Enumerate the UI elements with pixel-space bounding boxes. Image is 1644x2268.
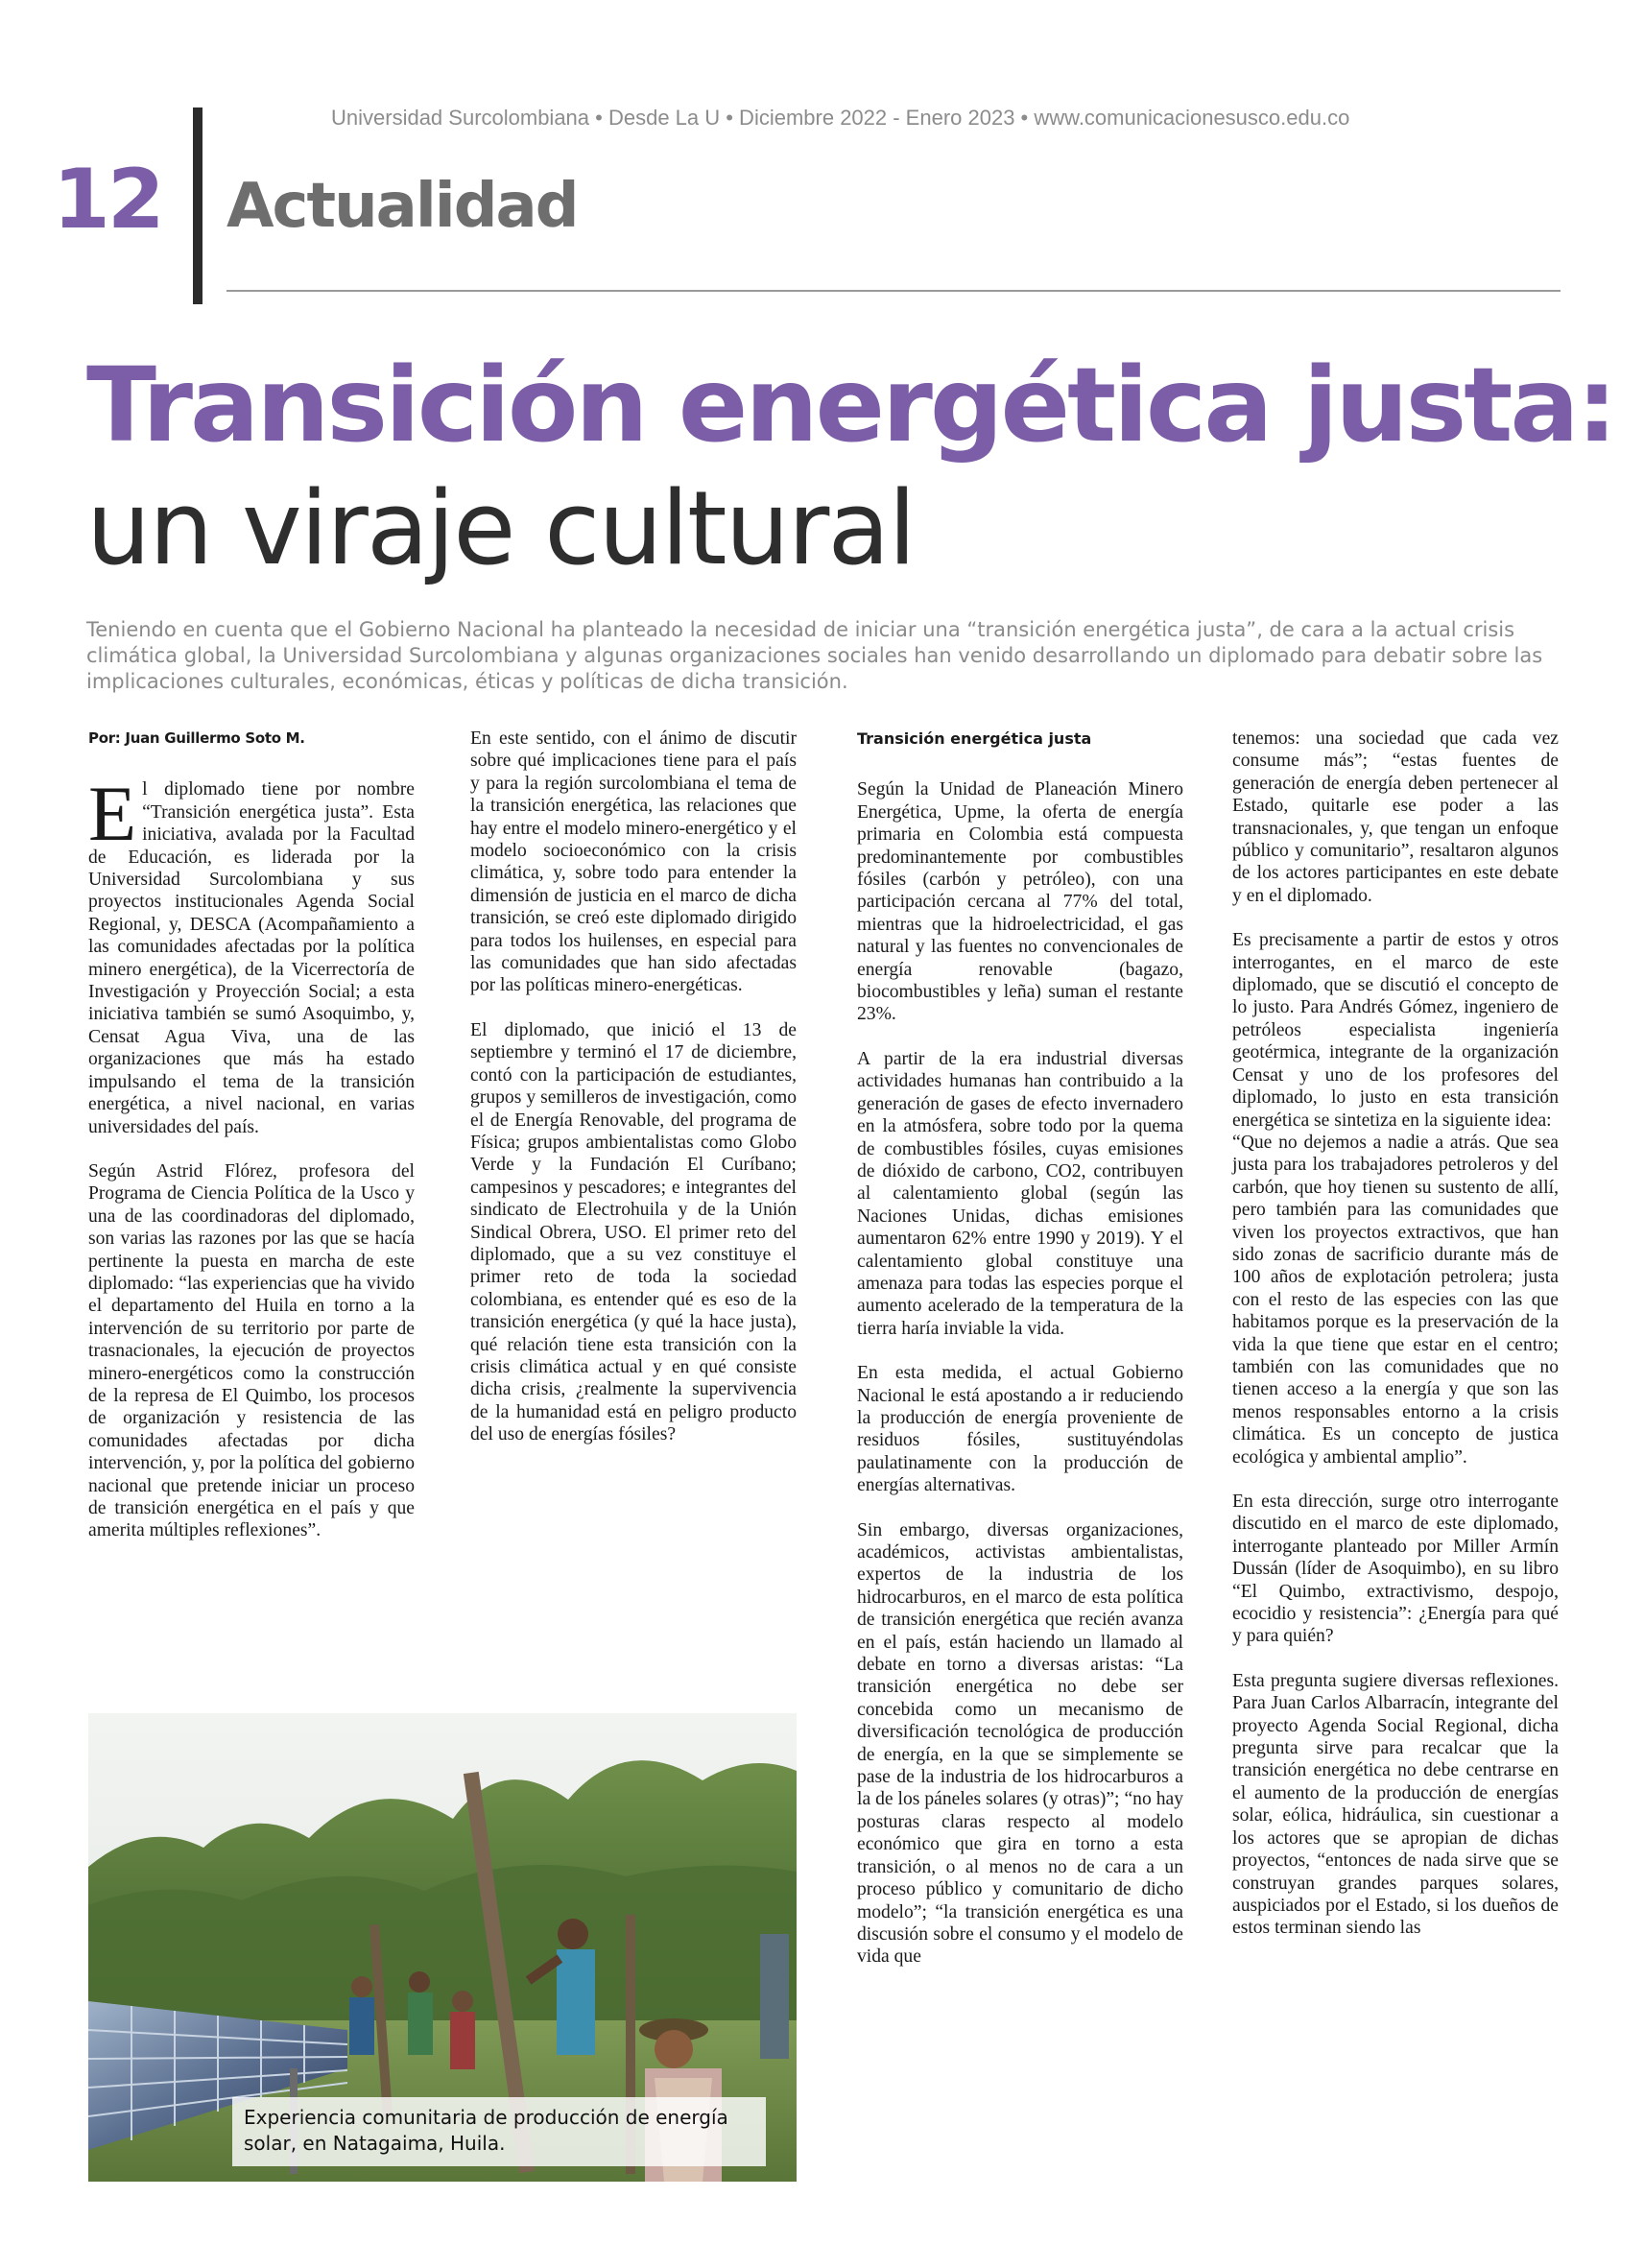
paragraph: Sin embargo, diversas organizaciones, académicos, activistas ambientalistas, expertos de la industria de los hidrocarburos, en el marco de esta política de transición energética que recién avanza en el país, están haciendo un llamado al debate en torno a diversas aristas: “La transición energética no debe ser concebida como un mecanismo de diversificación tecnológica de producción de energía, en la que se simplemente se pase de la industria de los hidrocarburos a la de los páneles solares (y otras)”; “no hay posturas claras respecto al modelo económico que gira en torno a esta transición, o al menos no de cara a un proceso público y comunitario de dicho modelo”; “la transición energética es una discusión sobre el consumo y el modelo de vida que [857,1519,1183,1968]
column-2 [470,728,797,1468]
paragraph: A partir de la era industrial diversas actividades humanas han contribuido a la generación de gases de efecto invernadero en la atmósfera, sobre todo por la quema de combustibles fósiles, cuyas emisiones de dióxido de carbono, CO2, contribuyen al calentamiento global (según las Naciones Unidas, dichas emisiones aumentaron 62% entre 1990 y 2019). Y el calentamiento global constituye una amenaza para todas las especies porque el aumento acelerado de la temperatura de la tierra haría inviable la vida. [857,1048,1183,1339]
paragraph [88,770,415,1138]
paragraph: En esta medida, el actual Gobierno Nacional le está apostando a ir reduciendo la producción de energía proveniente de residuos fósiles, sustituyéndolas paulatinamente con la producción de energías alternativas. [857,1363,1183,1496]
vertical-divider [193,107,203,304]
subheading: Transición energética justa [857,729,1092,748]
column-1 [88,728,415,1564]
column-4 [1232,728,1559,1962]
paragraph: Esta pregunta sugiere diversas reflexiones. Para Juan Carlos Albarracín, integrante del proyecto Agenda Social Regional, dicha pregunta sirve para recalcar que la transición energética no debe centrarse en el aumento de la producción de energías solar, eólica, hidráulica, sin cuestionar a los actores que se apropian de dichas proyectos, “entonces de nada sirve que se construyan grandes parques solares, auspiciados por el Estado, si los dueños de estos terminan siendo las [1232,1670,1559,1939]
photo-caption: Experiencia comunitaria de producción de energía solar, en Natagaima, Huila. [232,2097,766,2166]
drop-cap: E [88,770,137,858]
paragraph: En esta dirección, surge otro interrogante discutido en el marco de este diplomado, interrogante planteado por Miller Armín Dussán (líder de Asoquimbo), en su libro “El Quimbo, extractivismo, despojo, ecocidio y resistencia”: ¿Energía para qué y para quién? [1232,1492,1559,1647]
byline: Por: Juan Guillermo Soto M. [88,729,305,747]
horizontal-divider [226,290,1561,292]
article-title: Transición energética justa: [86,346,1615,466]
running-header: Universidad Surcolombiana • Desde La U • Diciembre 2022 - Enero 2023 • www.comunicacionesusco.edu.co [331,106,1350,130]
column-3 [857,728,1183,1991]
paragraph: Según Astrid Flórez, profesora del Programa de Ciencia Política de la Usco y una de las coordinadoras del diplomado, son varias las razones por las que se hacía pertinente la puesta en marcha de este diplomado: “las experiencias que ha vivido el departamento del Huila en torno a la intervención de su territorio por parte de trasnacionales, la ejecución de proyectos minero-energéticos como la construcción de la represa de El Quimbo, los procesos de organización y resistencia de las comunidades afectadas por dicha intervención, y, por la política del gobierno nacional que pretende iniciar un proceso de transición energética en el país y que amerita múltiples reflexiones”. [88,1160,415,1541]
page-number: 12 [53,152,162,248]
paragraph: Es precisamente a partir de estos y otros interrogantes, en el marco de este diplomado, que se discutió el concepto de lo justo. Para Andrés Gómez, ingeniero de petróleos especialista ingeniería geotérmica, integrante de la organización Censat y uno de los profesores del diplomado, lo justo en esta transición energética se sintetiza en la siguiente idea: “Que no dejemos a nadie a atrás. Que sea justa para los trabajadores petroleros y del carbón, que hoy tienen su sustento de allí, pero también para las comunidades que viven los proyectos extractivos, que han sido zonas de sacrificio durante más de 100 años de explotación petrolera; justa con el resto de las especies con las que habitamos porque es la preservación de la vida la que tiene que estar en el centro; también con las comunidades que no tienen acceso a la energía y que son las menos responsables entorno a la crisis climática. Es un concepto de justica ecológica y ambiental amplio”. [1232,930,1559,1468]
paragraph: Según la Unidad de Planeación Minero Energética, Upme, la oferta de energía primaria en Colombia está compuesta predominantemente por combustibles fósiles (carbón y petróleo), con una participación cercana al 77% del total, mientras que la hidroelectricidad, el gas natural y las fuentes no convencionales de energía renovable (bagazo, biocombustibles y leña) suman el restante 23%. [857,779,1183,1025]
article-subtitle: un viraje cultural [86,469,915,587]
article-lede: Teniendo en cuenta que el Gobierno Nacional ha planteado la necesidad de iniciar una “transición energética justa”, de cara a la actual crisis climática global, la Universidad Surcolombiana y algunas organizaciones sociales han venido desarrollando un diplomado para debatir sobre las implicaciones culturales, económicas, éticas y políticas de dicha transición. [86,618,1543,693]
section-label: Actualidad [226,171,578,242]
paragraph: En este sentido, con el ánimo de discutir sobre qué implicaciones tiene para el país y para la región surcolombiana el tema de la transición energética, las relaciones que hay entre el modelo minero-energético y el modelo socioeconómico con la crisis climática, y, sobre todo para entender la dimensión de justicia en el marco de dicha transición, se creó este diplomado dirigido para todos los huilenses, en especial para las comunidades que han sido afectadas por las políticas minero-energéticas. [470,728,797,996]
paragraph: tenemos: una sociedad que cada vez consume más”; “estas fuentes de generación de energía deben pertenecer al Estado, quitarle ese poder a las transnacionales, y, que tengan un enfoque público y comunitario”, resaltaron algunos de los actores participantes en este debate y en el diplomado. [1232,728,1559,906]
paragraph: El diplomado, que inició el 13 de septiembre y terminó el 17 de diciembre, contó con la participación de estudiantes, grupos y semilleros de investigación, como el de Energía Renovable, del programa de Física; grupos ambientalistas como Globo Verde y la Fundación El Curíbano; campesinos y pescadores; e integrantes del sindicato de Electrohuila y de la Unión Sindical Obrera, USO. El primer reto del diplomado, que a su vez constituye el primer reto de toda la sociedad colombiana, es entender qué es eso de la transición energética (y qué la hace justa), qué relación tiene esta transición con la crisis climática actual y en qué consiste dicha crisis, ¿realmente la supervivencia de la humanidad está en peligro producto del uso de energías fósiles? [470,1019,797,1445]
paragraph-text: l diplomado tiene por nombre “Transición energética justa”. Esta iniciativa, avalada por la Facultad de Educación, es liderada por la Universidad Surcolombiana y sus proyectos institucionales Agenda Social Regional, y, DESCA (Acompañamiento a las comunidades afectadas por la política minero energética), de la Vicerrectoría de Investigación y Proyección Social; a esta iniciativa también se sumó Asoquimbo, y, Censat Agua Viva, una de las organizaciones que más ha estado impulsando el tema de la transición energética, a nivel nacional, en varias universidades del país. [88,779,415,1137]
